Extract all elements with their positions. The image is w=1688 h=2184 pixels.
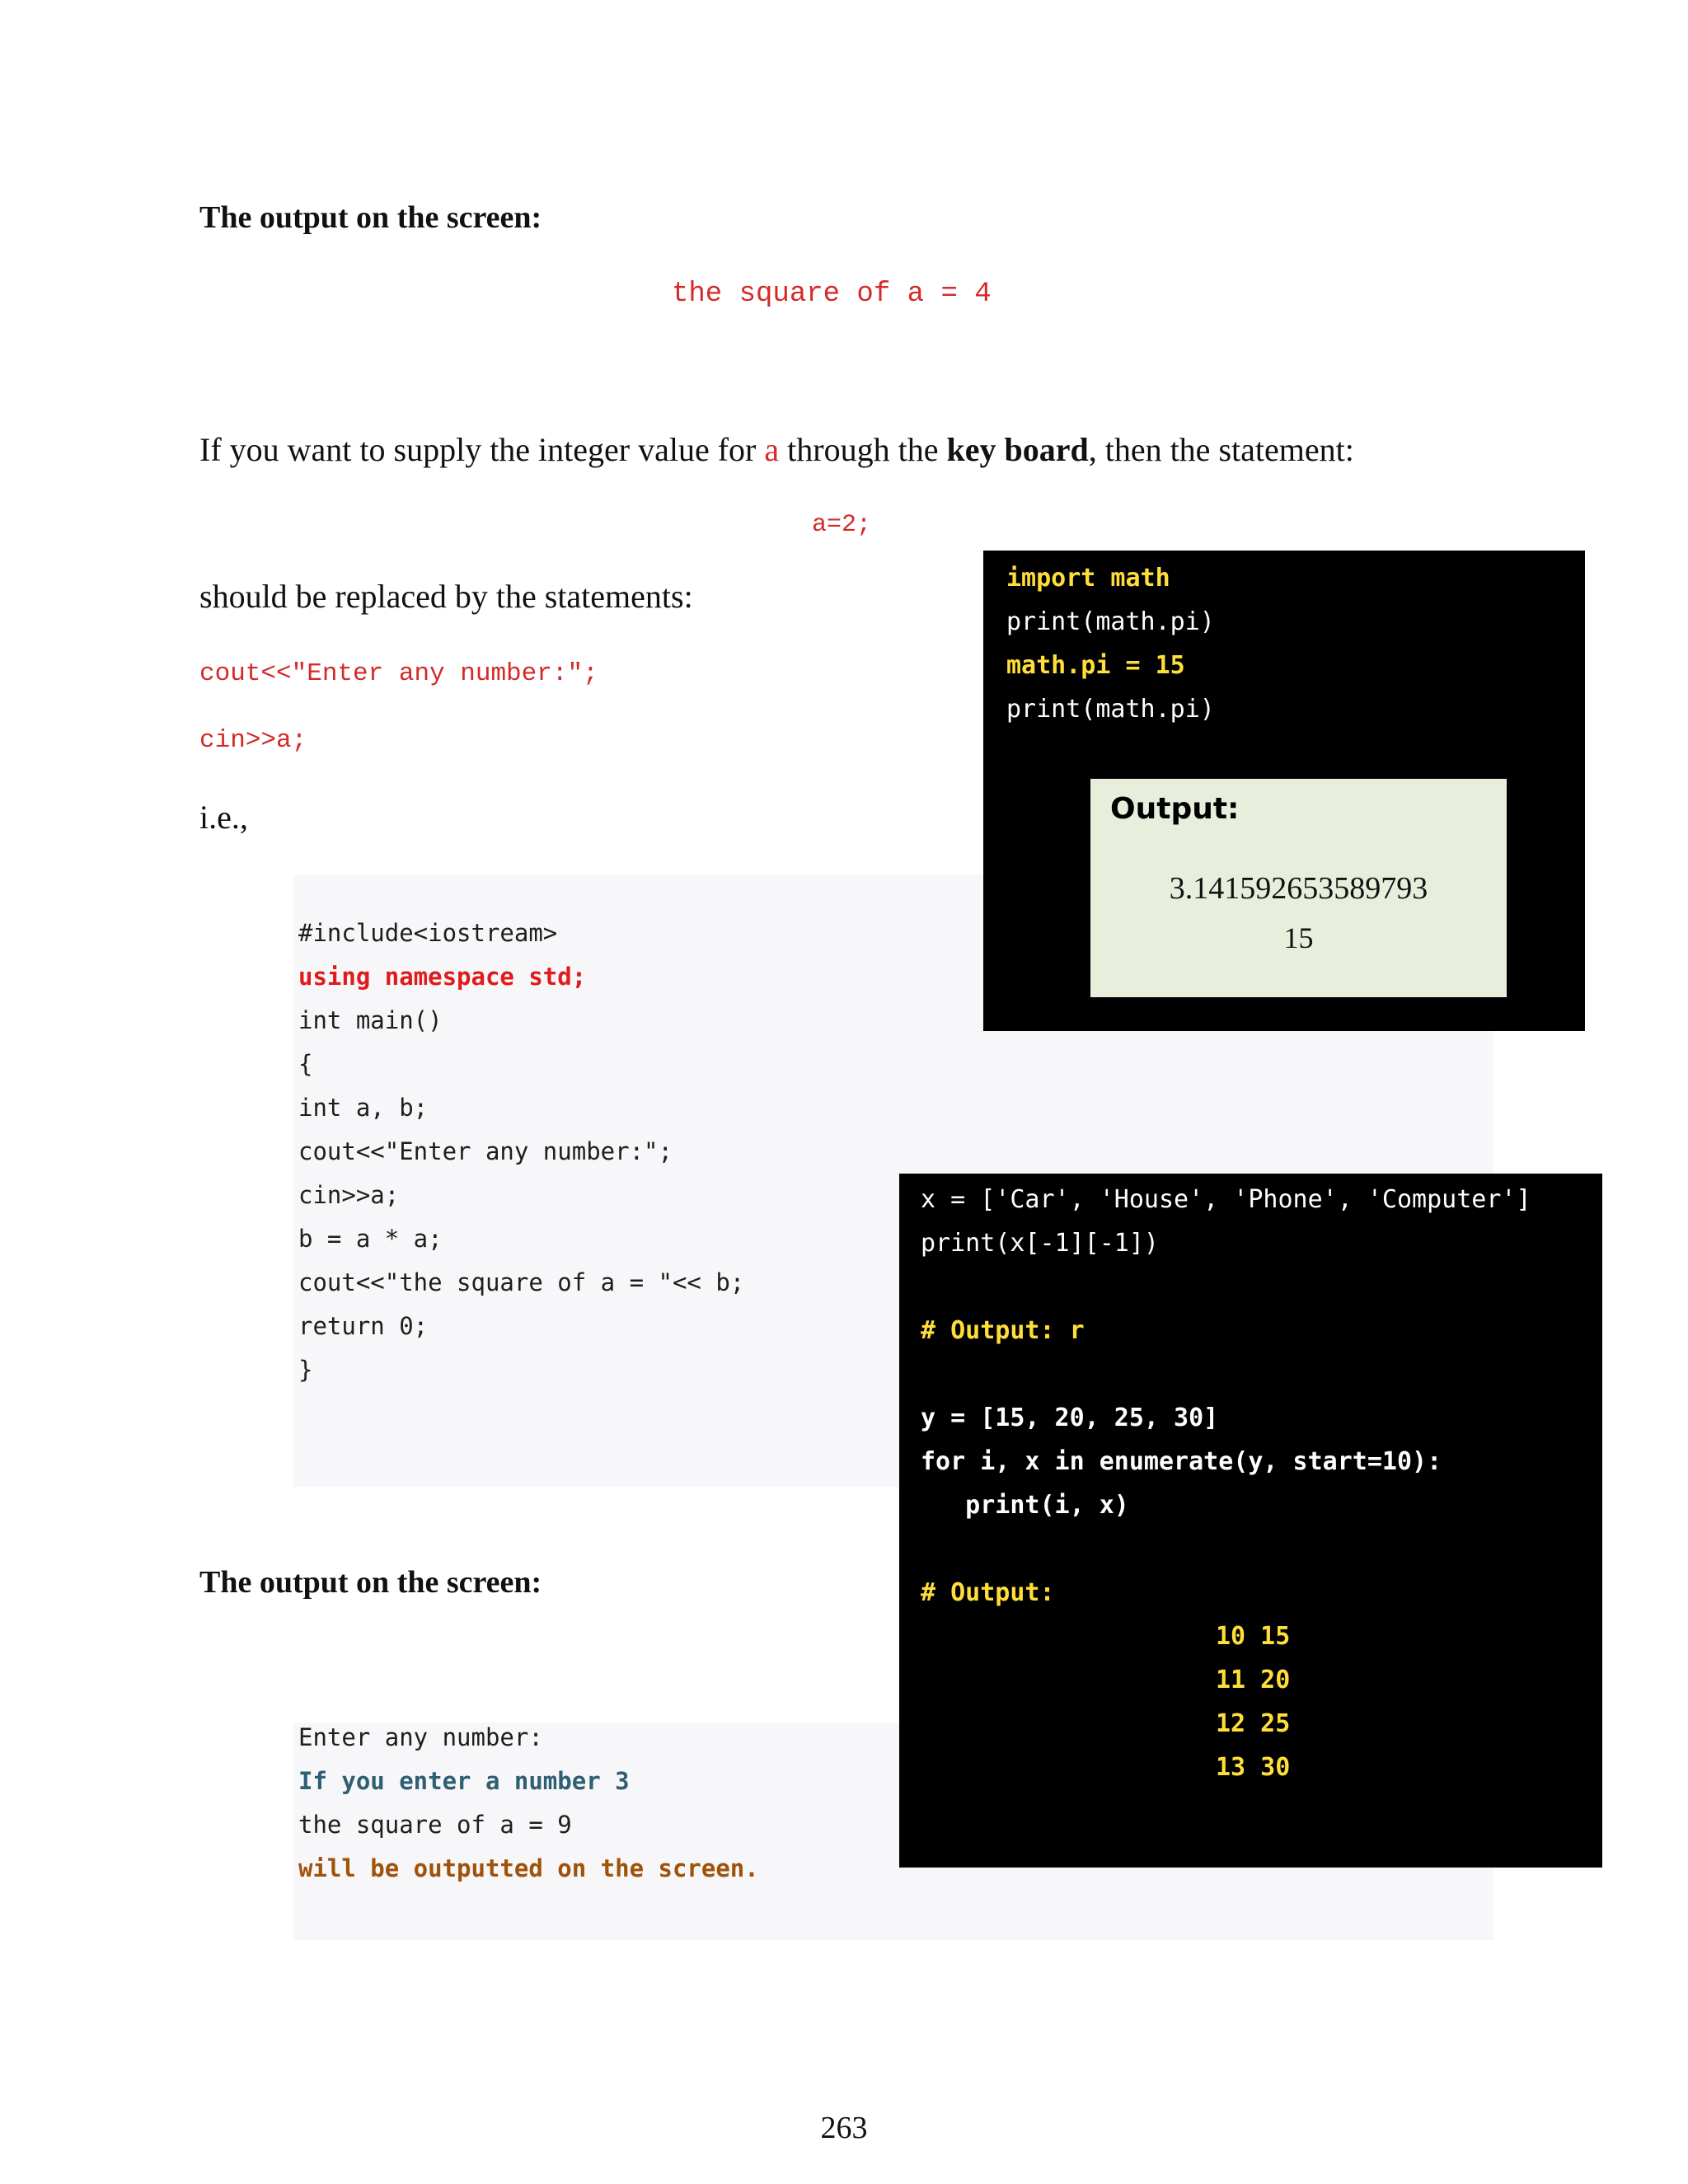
panel2-line: print(i, x) [921, 1491, 1129, 1520]
keyboard-term: key board [946, 431, 1089, 468]
statement-a2: a=2; [812, 511, 872, 539]
output-heading-2: The output on the screen: [199, 1565, 542, 1600]
python-panel-math [983, 551, 1585, 1031]
code-line: cout<<"the square of a = "<< b; [298, 1268, 745, 1296]
panel2-line: for i, x in enumerate(y, start=10): [921, 1447, 1442, 1476]
panel2-output-row: 10 15 [1216, 1622, 1291, 1651]
panel2-output-comment: # Output: r [921, 1316, 1085, 1345]
page-number: 263 [820, 2111, 868, 2145]
panel2-line: y = [15, 20, 25, 30] [921, 1404, 1219, 1432]
python-panel-lists [899, 1174, 1602, 1868]
panel1-output-box [1090, 779, 1507, 997]
code-line: cout<<"Enter any number:"; [298, 1137, 673, 1165]
output-heading-1: The output on the screen: [199, 200, 542, 235]
panel1-line: import math [1006, 564, 1170, 593]
code-line: int a, b; [298, 1094, 429, 1122]
variable-a: a [764, 431, 780, 468]
output-label: Output: [1110, 792, 1240, 826]
code-line: using namespace std; [298, 963, 587, 991]
panel1-line: print(math.pi) [1006, 695, 1215, 724]
panel2-line: print(x[-1][-1]) [921, 1229, 1159, 1258]
code-line: b = a * a; [298, 1225, 443, 1253]
panel2-output-row: 13 30 [1216, 1753, 1291, 1782]
output-line: the square of a = 9 [298, 1811, 572, 1839]
instruction-paragraph: If you want to supply the integer value for a through the key board, then the statement: [199, 431, 1354, 468]
code-line: { [298, 1050, 313, 1078]
output-value-15: 15 [1283, 921, 1314, 954]
panel1-line: print(math.pi) [1006, 607, 1215, 636]
panel1-line: math.pi = 15 [1006, 651, 1185, 680]
replaced-by-text: should be replaced by the statements: [199, 578, 693, 615]
output-line: Enter any number: [298, 1723, 543, 1751]
output-line: will be outputted on the screen. [298, 1854, 759, 1882]
panel2-output-row: 11 20 [1216, 1666, 1291, 1694]
code-line: return 0; [298, 1312, 429, 1340]
code-line: cin>>a; [298, 1181, 400, 1209]
panel2-line: x = ['Car', 'House', 'Phone', 'Computer'] [921, 1185, 1531, 1214]
statement-cin: cin>>a; [199, 726, 307, 755]
statement-cout: cout<<"Enter any number:"; [199, 659, 598, 688]
output-value-pi: 3.141592653589793 [1169, 871, 1428, 906]
panel2-output-row: 12 25 [1216, 1709, 1291, 1738]
ie-text: i.e., [199, 799, 248, 836]
code-line: int main() [298, 1006, 443, 1034]
code-line: } [298, 1356, 313, 1384]
output-line: If you enter a number 3 [298, 1767, 630, 1795]
panel2-output-label: # Output: [921, 1578, 1055, 1607]
code-line: #include<iostream> [298, 919, 558, 947]
result-line-1: the square of a = 4 [672, 279, 992, 310]
